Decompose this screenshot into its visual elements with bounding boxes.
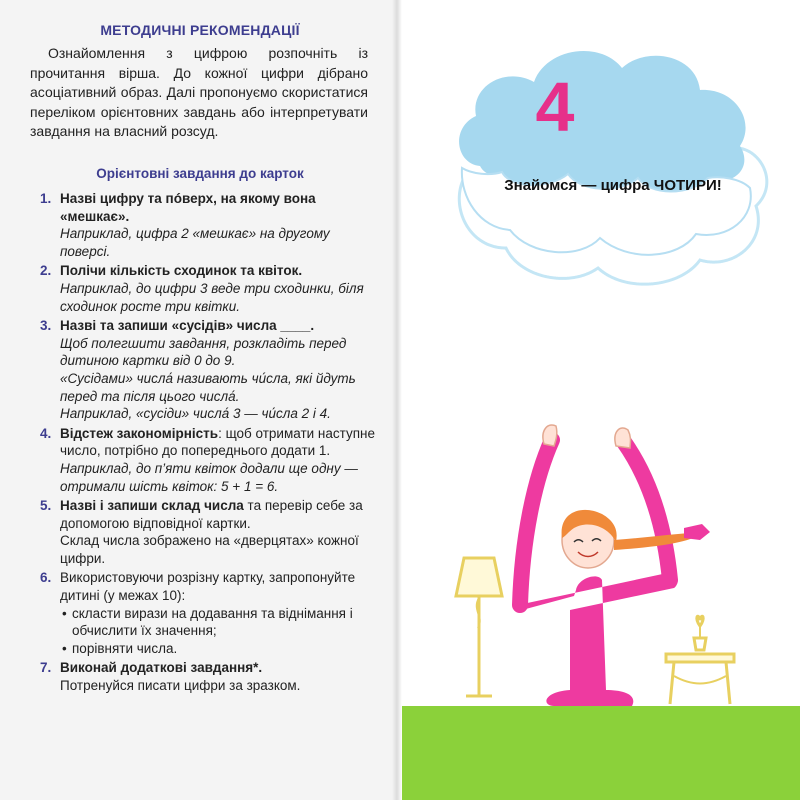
task-example: Наприклад, цифра 2 «мешкає» на другому поверсі.	[60, 226, 330, 259]
tasks-subheading: Орієнтовні завдання до карток	[96, 166, 304, 181]
table-leg	[726, 662, 730, 704]
task-text: : щоб отримати наступне число, потрібно до попереднього додати 1.	[60, 425, 375, 459]
task-number: 3.	[40, 318, 52, 334]
task-bullet: • скласти вирази на додавання та віднімання і обчислити їх значення;	[60, 605, 375, 640]
task-number: 1.	[40, 191, 52, 206]
task-title: Назві і запиши склад числа	[60, 498, 244, 514]
left-hand	[543, 425, 557, 446]
digit-four: 4	[535, 68, 575, 146]
task-item	[40, 659, 375, 694]
task-item	[40, 497, 375, 567]
task-list	[40, 190, 375, 697]
task-number: 4.	[40, 425, 52, 441]
task-number: 5.	[40, 498, 52, 514]
intro-paragraph: Ознайомлення з цифрою розпочніть із прочитання вірша. До кожної цифри дібрано асоціативний образ. Далі пропонуємо скористатися переліком орієнтовних завдань або інтерпретувати завдання на власний розсуд.	[30, 45, 368, 139]
task-example: Наприклад, до п’яти квіток додали ще одну — отримали шість квіток: 5 + 1 = 6.	[60, 460, 358, 494]
task-example: Наприклад, до цифри 3 веде три сходинки, біля сходинок росте три квітки.	[60, 280, 364, 314]
right-hand	[615, 428, 631, 448]
table-rail	[674, 676, 726, 684]
task-text: Використовуючи розрізну картку, запропонуйте дитині (у межах 10):	[60, 570, 356, 604]
task-title: Виконай додаткові завдання*.	[60, 660, 263, 676]
task-item	[40, 262, 375, 315]
task-title: Назві цифру та пóверх, на якому вона «мешкає».	[60, 191, 316, 224]
page-spine	[392, 0, 402, 800]
table-leg	[670, 662, 674, 704]
task-bullet: • порівняти числа.	[60, 640, 375, 658]
task-item	[40, 569, 375, 657]
body	[518, 572, 678, 706]
task-example: Щоб полегшити завдання, розкладіть перед дитиною картки від 0 до 9.	[60, 335, 347, 369]
task-title: Назві та запиши «сусідів» числа ____.	[60, 318, 315, 334]
task-note: Склад числа зображено на «дверцятах» кожної цифри.	[60, 533, 359, 566]
cloud-illustration	[450, 38, 770, 298]
left-arm	[520, 440, 552, 605]
grass-ground	[402, 706, 800, 800]
task-item	[40, 190, 375, 260]
task-item	[40, 317, 375, 423]
task-example: Наприклад, «сусіди» числа́ 3 — чи́сла 2 і 4.	[60, 406, 331, 422]
task-note: Потренуйся писати цифри за зразком.	[60, 678, 301, 694]
girl-illustration	[402, 400, 800, 710]
page-heading: МЕТОДИЧНІ РЕКОМЕНДАЦІЇ	[100, 22, 300, 38]
task-example: «Сусідами» числа́ називають чи́сла, які йдуть перед та після цього числа́.	[60, 370, 356, 404]
side-table	[666, 616, 734, 704]
card-title: Знайомся — цифра ЧОТИРИ!	[504, 177, 722, 194]
braid-tie	[684, 524, 710, 540]
task-title: Полічи кількість сходинок та квіток.	[60, 263, 303, 279]
flower-pot	[694, 638, 706, 650]
right-arm	[624, 442, 670, 580]
flower	[697, 616, 703, 626]
task-number: 2.	[40, 263, 52, 279]
task-number: 7.	[40, 660, 52, 676]
task-title: Відстеж закономірність	[60, 425, 219, 441]
lamp-shade	[456, 558, 502, 596]
task-text: та перевір себе за допомогою відповідної картки.	[60, 498, 363, 531]
floor-lamp	[456, 558, 502, 696]
task-item	[40, 425, 375, 495]
task-number: 6.	[40, 570, 52, 586]
table-top	[666, 654, 734, 662]
